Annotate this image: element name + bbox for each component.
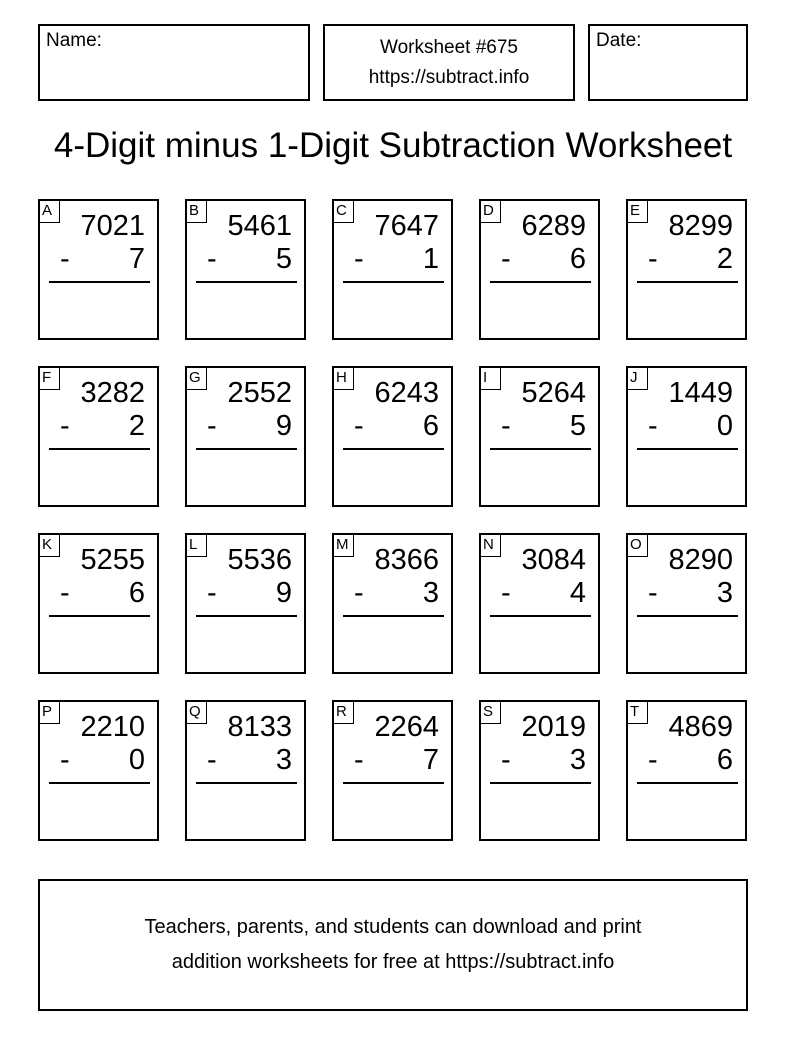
problem-minuend: 8366 — [374, 544, 439, 576]
minus-sign: - — [207, 577, 217, 609]
problem-subtrahend: 5 — [275, 243, 292, 275]
problem-minuend: 8290 — [668, 544, 733, 576]
minus-sign: - — [60, 744, 70, 776]
problem-subtrahend: 3 — [716, 577, 733, 609]
answer-line — [490, 448, 591, 450]
problem-letter: R — [333, 701, 354, 724]
problem-subtrahend: 3 — [422, 577, 439, 609]
problem-subtrahend: 7 — [128, 243, 145, 275]
answer-line — [637, 782, 738, 784]
footer-box — [38, 879, 748, 1011]
answer-line — [343, 615, 444, 617]
problem-letter: A — [39, 200, 60, 223]
footer-line-1: Teachers, parents, and students can download and print — [144, 916, 642, 938]
problem-letter: C — [333, 200, 354, 223]
answer-line — [637, 448, 738, 450]
problem-minuend: 4869 — [668, 711, 733, 743]
problem-minuend: 3282 — [80, 377, 145, 409]
worksheet-number: Worksheet #675 — [379, 37, 518, 58]
problem-box[interactable] — [185, 199, 306, 340]
problem-box[interactable] — [479, 366, 600, 507]
problem-letter: P — [39, 701, 60, 724]
minus-sign: - — [354, 744, 364, 776]
problem-minuend: 7647 — [374, 210, 439, 242]
problem-box[interactable] — [38, 366, 159, 507]
answer-line — [637, 281, 738, 283]
problem-letter: E — [627, 200, 648, 223]
minus-sign: - — [207, 744, 217, 776]
problem-subtrahend: 6 — [128, 577, 145, 609]
problem-minuend: 6289 — [521, 210, 586, 242]
date-label: Date: — [596, 30, 642, 51]
problem-subtrahend: 2 — [128, 410, 145, 442]
minus-sign: - — [354, 243, 364, 275]
minus-sign: - — [354, 410, 364, 442]
problem-subtrahend: 7 — [422, 744, 439, 776]
problem-minuend: 6243 — [374, 377, 439, 409]
minus-sign: - — [207, 243, 217, 275]
minus-sign: - — [60, 577, 70, 609]
problem-box[interactable] — [479, 533, 600, 674]
minus-sign: - — [60, 243, 70, 275]
problem-letter: K — [39, 534, 60, 557]
answer-line — [196, 281, 297, 283]
minus-sign: - — [648, 243, 658, 275]
minus-sign: - — [501, 744, 511, 776]
problem-subtrahend: 1 — [422, 243, 439, 275]
minus-sign: - — [648, 577, 658, 609]
page-title: 4-Digit minus 1-Digit Subtraction Worksheet — [53, 126, 733, 165]
problem-box[interactable] — [479, 700, 600, 841]
minus-sign: - — [501, 410, 511, 442]
problem-subtrahend: 6 — [716, 744, 733, 776]
answer-line — [637, 615, 738, 617]
problem-letter: I — [480, 367, 501, 390]
answer-line — [196, 615, 297, 617]
problem-box[interactable] — [626, 199, 747, 340]
answer-line — [343, 782, 444, 784]
problem-subtrahend: 3 — [569, 744, 586, 776]
problem-box[interactable] — [185, 533, 306, 674]
problem-subtrahend: 6 — [422, 410, 439, 442]
problem-box[interactable] — [38, 199, 159, 340]
minus-sign: - — [648, 744, 658, 776]
answer-line — [49, 782, 150, 784]
problem-letter: T — [627, 701, 648, 724]
problem-subtrahend: 3 — [275, 744, 292, 776]
problem-minuend: 3084 — [521, 544, 586, 576]
problem-subtrahend: 9 — [275, 410, 292, 442]
answer-line — [490, 782, 591, 784]
problem-box[interactable] — [626, 700, 747, 841]
problem-minuend: 5536 — [227, 544, 292, 576]
problem-letter: G — [186, 367, 207, 390]
problem-subtrahend: 9 — [275, 577, 292, 609]
problem-minuend: 8133 — [227, 711, 292, 743]
problem-minuend: 2019 — [521, 711, 586, 743]
problem-box[interactable] — [332, 700, 453, 841]
minus-sign: - — [501, 243, 511, 275]
problem-minuend: 2264 — [374, 711, 439, 743]
problem-letter: H — [333, 367, 354, 390]
minus-sign: - — [60, 410, 70, 442]
answer-line — [490, 615, 591, 617]
problem-subtrahend: 0 — [716, 410, 733, 442]
answer-line — [196, 782, 297, 784]
minus-sign: - — [207, 410, 217, 442]
worksheet-url[interactable]: https://subtract.info — [368, 67, 530, 88]
problem-box[interactable] — [38, 533, 159, 674]
problem-letter: F — [39, 367, 60, 390]
problem-box[interactable] — [38, 700, 159, 841]
problem-letter: O — [627, 534, 648, 557]
problem-minuend: 7021 — [80, 210, 145, 242]
answer-line — [490, 281, 591, 283]
problem-minuend: 8299 — [668, 210, 733, 242]
problem-subtrahend: 6 — [569, 243, 586, 275]
problem-subtrahend: 0 — [128, 744, 145, 776]
minus-sign: - — [648, 410, 658, 442]
problem-minuend: 2552 — [227, 377, 292, 409]
problem-minuend: 5255 — [80, 544, 145, 576]
problem-minuend: 5264 — [521, 377, 586, 409]
problem-box[interactable] — [332, 366, 453, 507]
problem-letter: S — [480, 701, 501, 724]
problem-subtrahend: 5 — [569, 410, 586, 442]
problem-box[interactable] — [626, 533, 747, 674]
problem-box[interactable] — [185, 700, 306, 841]
answer-line — [196, 448, 297, 450]
problem-box[interactable] — [185, 366, 306, 507]
problem-box[interactable] — [332, 533, 453, 674]
problem-minuend: 5461 — [227, 210, 292, 242]
footer-line-2: addition worksheets for free at https://subtract.info — [171, 951, 615, 973]
minus-sign: - — [354, 577, 364, 609]
problem-letter: Q — [186, 701, 207, 724]
problem-letter: N — [480, 534, 501, 557]
problem-letter: B — [186, 200, 207, 223]
answer-line — [343, 448, 444, 450]
problem-box[interactable] — [332, 199, 453, 340]
problem-box[interactable] — [626, 366, 747, 507]
problem-letter: J — [627, 367, 648, 390]
problem-letter: L — [186, 534, 207, 557]
answer-line — [49, 448, 150, 450]
problem-subtrahend: 2 — [716, 243, 733, 275]
problem-minuend: 1449 — [668, 377, 733, 409]
answer-line — [49, 281, 150, 283]
answer-line — [49, 615, 150, 617]
problem-letter: M — [333, 534, 354, 557]
name-label: Name: — [46, 30, 102, 51]
problem-subtrahend: 4 — [569, 577, 586, 609]
answer-line — [343, 281, 444, 283]
problem-letter: D — [480, 200, 501, 223]
minus-sign: - — [501, 577, 511, 609]
problem-minuend: 2210 — [80, 711, 145, 743]
problem-box[interactable] — [479, 199, 600, 340]
